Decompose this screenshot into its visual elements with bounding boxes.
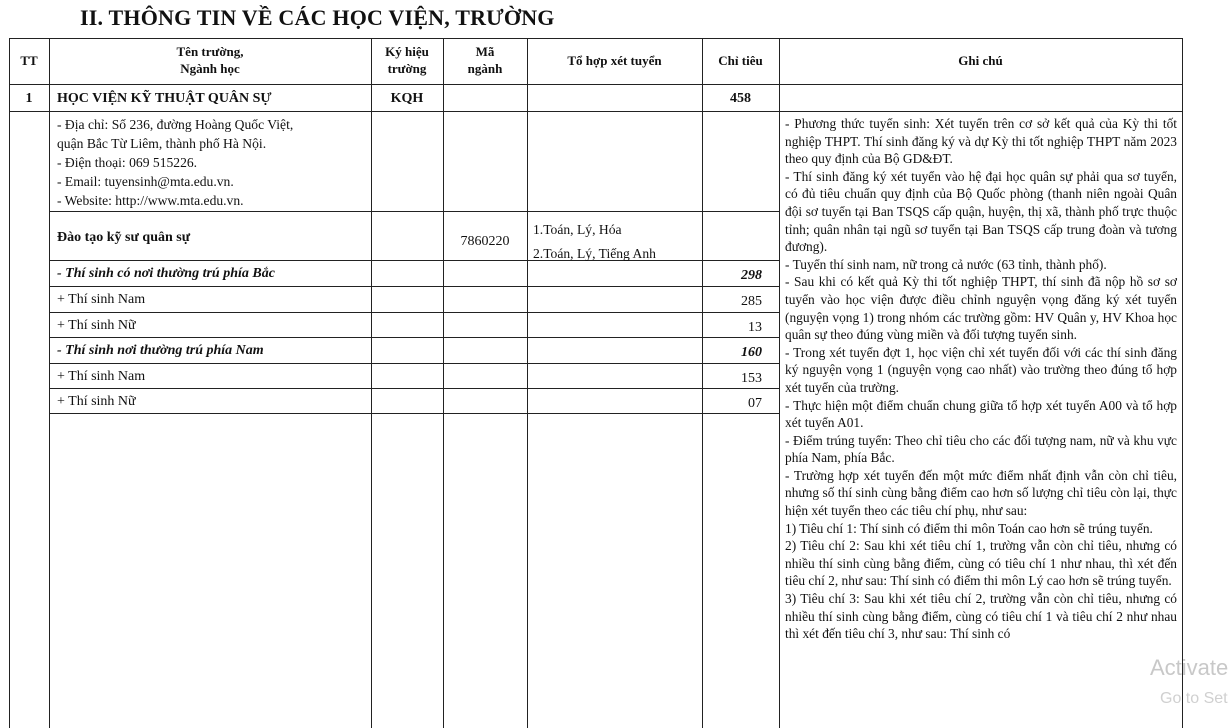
- header-name-line2: Ngành học: [180, 61, 240, 76]
- row-south-female-label: + Thí sinh Nữ: [57, 394, 136, 409]
- school-name: HỌC VIỆN KỸ THUẬT QUÂN SỰ: [57, 91, 272, 106]
- note-nationwide: - Tuyển thí sinh nam, nữ trong cả nước (63 tỉnh, thành phố).: [785, 256, 1107, 272]
- row-south-male-label: + Thí sinh Nam: [57, 369, 146, 384]
- row-north-quota: 298: [741, 268, 762, 283]
- note-method: - Phương thức tuyển sinh: Xét tuyển trên cơ sở kết quả của Kỳ thi tốt nghiệp THPT. Thí sinh đăng ký và dự Kỳ thi tốt nghiệp THPT năm 2023 theo quy định của Bộ GD&ĐT.: [785, 116, 1177, 167]
- section-title: II. THÔNG TIN VỀ CÁC HỌC VIỆN, TRƯỜNG: [80, 5, 555, 30]
- row-north-male-label: + Thí sinh Nam: [57, 292, 146, 307]
- header-tt: TT: [20, 53, 38, 68]
- activation-watermark-sub: Go to Set: [1160, 690, 1228, 707]
- note-admission-score: - Điểm trúng tuyển: Theo chỉ tiêu cho các đối tượng nam, nữ và khu vực phía Nam, phía Bắc.: [785, 432, 1177, 466]
- header-major-code: [443, 43, 527, 77]
- school-tt: 1: [25, 91, 33, 106]
- note-criterion-3: 3) Tiêu chí 3: Sau khi xét tiêu chí 2, trường vẫn còn chỉ tiêu, nhưng có nhiều thí sinh cùng bằng điểm, cùng có tiêu chí 1 và tiêu chí 2 như nhau thì xét đến tiêu chí 3, như sau: Thí sinh có: [785, 591, 1177, 642]
- note-common-cutoff: - Thực hiện một điểm chuẩn chung giữa tổ hợp xét tuyển A00 và tổ hợp xét tuyển A01.: [785, 397, 1177, 431]
- header-quota: Chỉ tiêu: [718, 53, 763, 68]
- note-screening: - Thí sinh đăng ký xét tuyển vào hệ đại học quân sự phải qua sơ tuyển, có đủ tiêu chuẩn quy định của Bộ Quốc phòng (thanh niên ngoài Quân đội sơ tuyển tại Ban TSQS cấp quận, huyện, thị xã, thành phố trực thuộc tỉnh; quân nhân tại ngũ sơ tuyển tại Ban TSQS cấp trung đoàn và tương đương).: [785, 168, 1177, 255]
- program-major-code: 7860220: [460, 234, 510, 249]
- contact-phone: - Điện thoại: 069 515226.: [57, 155, 198, 170]
- school-contact: [57, 115, 367, 210]
- contact-address: - Địa chỉ: Số 236, đường Hoàng Quốc Việt,: [57, 117, 294, 132]
- header-name-line1: Tên trường,: [176, 44, 244, 59]
- contact-website: - Website: http://www.mta.edu.vn.: [57, 193, 244, 208]
- note-criterion-1: 1) Tiêu chí 1: Thí sinh có điểm thi môn Toán cao hơn sẽ trúng tuyển.: [785, 520, 1153, 536]
- notes: [785, 115, 1177, 643]
- program-combinations: [533, 218, 656, 266]
- note-criterion-2: 2) Tiêu chí 2: Sau khi xét tiêu chí 1, trường vẫn còn chỉ tiêu, nhưng có nhiều thí sinh cùng bằng điểm, cùng có tiêu chí 1 như nhau, thì xét đến tiêu chí 2, như sau: Thí sinh có điểm thi môn Lý cao hơn sẽ trúng tuyển.: [785, 538, 1177, 589]
- row-south-quota: 160: [741, 345, 762, 360]
- row-south-male-quota: 153: [741, 371, 762, 386]
- header-name: [49, 43, 371, 77]
- header-code-line1: Ký hiệu: [385, 44, 429, 59]
- row-north-female-quota: 13: [748, 320, 762, 335]
- header-code-line2: trường: [387, 61, 427, 76]
- row-north-female-label: + Thí sinh Nữ: [57, 318, 136, 333]
- row-south-female-quota: 07: [748, 396, 762, 411]
- header-school-code: [371, 43, 443, 77]
- header-note: Ghi chú: [958, 53, 1003, 68]
- header-major-line1: Mã: [475, 44, 495, 59]
- note-round-1: - Trong xét tuyển đợt 1, học viện chỉ xét tuyển đối với các thí sinh đăng ký nguyện vọng 1 (nguyện vọng cao nhất) vào trường theo đúng tổ hợp xét tuyển của trường.: [785, 344, 1177, 395]
- program-name: Đào tạo kỹ sư quân sự: [57, 230, 191, 245]
- admissions-table: [9, 38, 1183, 728]
- note-tiebreak: - Trường hợp xét tuyển đến một mức điểm nhất định vẫn còn chỉ tiêu, nhưng số thí sinh cùng bằng điểm cao hơn số lượng chỉ tiêu còn lại, thực hiện xét tuyển theo các tiêu chí phụ, như sau:: [785, 467, 1177, 519]
- contact-address-cont: quận Bắc Từ Liêm, thành phố Hà Nội.: [57, 136, 267, 151]
- activation-watermark: Activate: [1150, 655, 1228, 680]
- combination-2: 2.Toán, Lý, Tiếng Anh: [533, 246, 656, 261]
- header-major-line2: ngành: [467, 61, 503, 76]
- school-code: KQH: [390, 91, 424, 106]
- contact-email: - Email: tuyensinh@mta.edu.vn.: [57, 174, 234, 189]
- header-combination: Tổ hợp xét tuyển: [567, 53, 662, 68]
- row-north-male-quota: 285: [741, 294, 762, 309]
- note-adjust-wish: - Sau khi có kết quả Kỳ thi tốt nghiệp THPT, thí sinh đã nộp hồ sơ sơ tuyển vào học viện được điều chỉnh nguyện vọng đăng ký xét tuyển (nguyện vọng 1) trong nhóm các trường gồm: HV Quân y, HV Khoa học quân sự theo đúng vùng miền và đối tượng tuyển sinh.: [785, 274, 1177, 343]
- combination-1: 1.Toán, Lý, Hóa: [533, 222, 622, 237]
- row-north-label: - Thí sinh có nơi thường trú phía Bắc: [57, 266, 275, 281]
- row-south-label: - Thí sinh nơi thường trú phía Nam: [57, 343, 264, 358]
- school-quota: 458: [730, 91, 751, 106]
